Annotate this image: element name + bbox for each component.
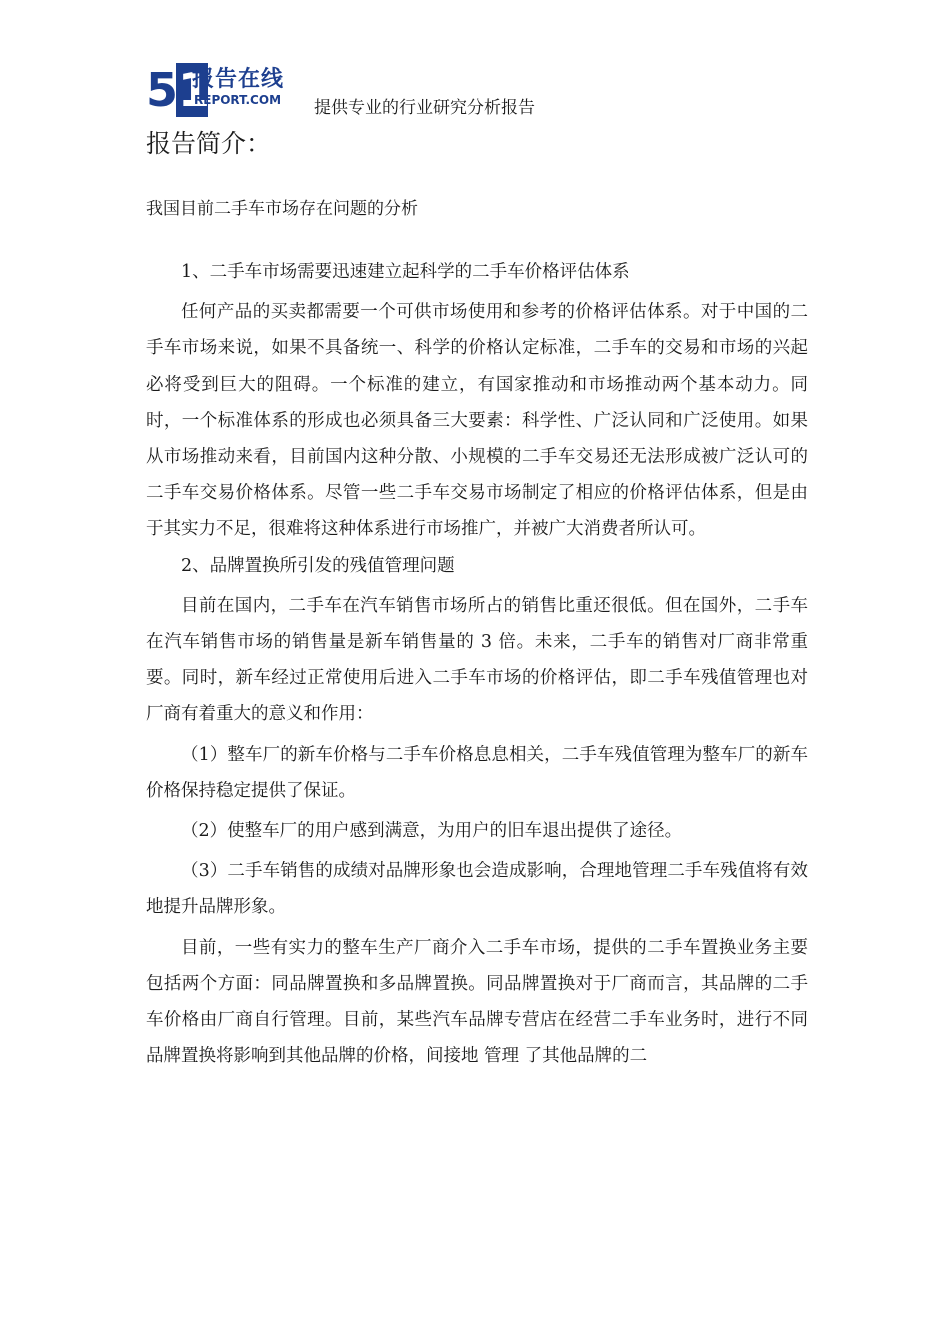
logo-brand-en: REPORT.COM (194, 93, 282, 107)
logo-brand-cn: 报告在线 (192, 67, 285, 92)
list-item-3: （3）二手车销售的成绩对品牌形象也会造成影响，合理地管理二手车残值将有效地提升品牌形象。 (146, 861, 808, 918)
document-body (146, 254, 808, 1074)
paragraph-1: 任何产品的买卖都需要一个可供市场使用和参考的价格评估体系。对于中国的二手车市场来说，如果不具备统一、科学的价格认定标准，二手车的交易和市场的兴起必将受到巨大的阻碍。一个标准的建立，有国家推动和市场推动两个基本动力。同时，一个标准体系的形成也必须具备三大要素：科学性、广泛认同和广泛使用。如果从市场推动来看，目前国内这种分散、小规模的二手车交易还无法形成被广泛认可的二手车交易价格体系。尽管一些二手车交易市场制定了相应的价格评估体系，但是由于其实力不足，很难将这种体系进行市场推广，并被广大消费者所认可。 (146, 302, 808, 540)
section-subtitle: 我国目前二手车市场存在问题的分析 (146, 199, 418, 219)
logo-number: 51 (146, 63, 207, 117)
paragraph-2: 目前在国内，二手车在汽车销售市场所占的销售比重还很低。但在国外，二手车在汽车销售市场的销售量是新车销售量的 3 倍。未来，二手车的销售对厂商非常重要。同时，新车经过正常使用后进入二手车市场的价格评估，即二手车残值管理也对厂商有着重大的意义和作用： (146, 595, 808, 725)
list-item-1: （1）整车厂的新车价格与二手车价格息息相关，二手车残值管理为整车厂的新车价格保持稳定提供了保证。 (146, 744, 808, 801)
heading-item-1: 1、二手车市场需要迅速建立起科学的二手车价格评估体系 (181, 262, 630, 282)
brand-logo[interactable] (146, 63, 285, 117)
header-tagline: 提供专业的行业研究分析报告 (314, 98, 535, 118)
list-item-2: （2）使整车厂的用户感到满意，为用户的旧车退出提供了途径。 (181, 821, 683, 842)
paragraph-3: 目前，一些有实力的整车生产厂商介入二手车市场，提供的二手车置换业务主要包括两个方面：同品牌置换和多品牌置换。同品牌置换对于厂商而言，其品牌的二手车价格由厂商自行管理。目前，某些汽车品牌专营店在经营二手车业务时，进行不同品牌置换将影响到其他品牌的价格，间接地 管理 了其他品牌的二 (146, 937, 808, 1067)
section-title: 报告简介： (146, 129, 272, 158)
heading-item-2: 2、品牌置换所引发的残值管理问题 (181, 555, 455, 576)
